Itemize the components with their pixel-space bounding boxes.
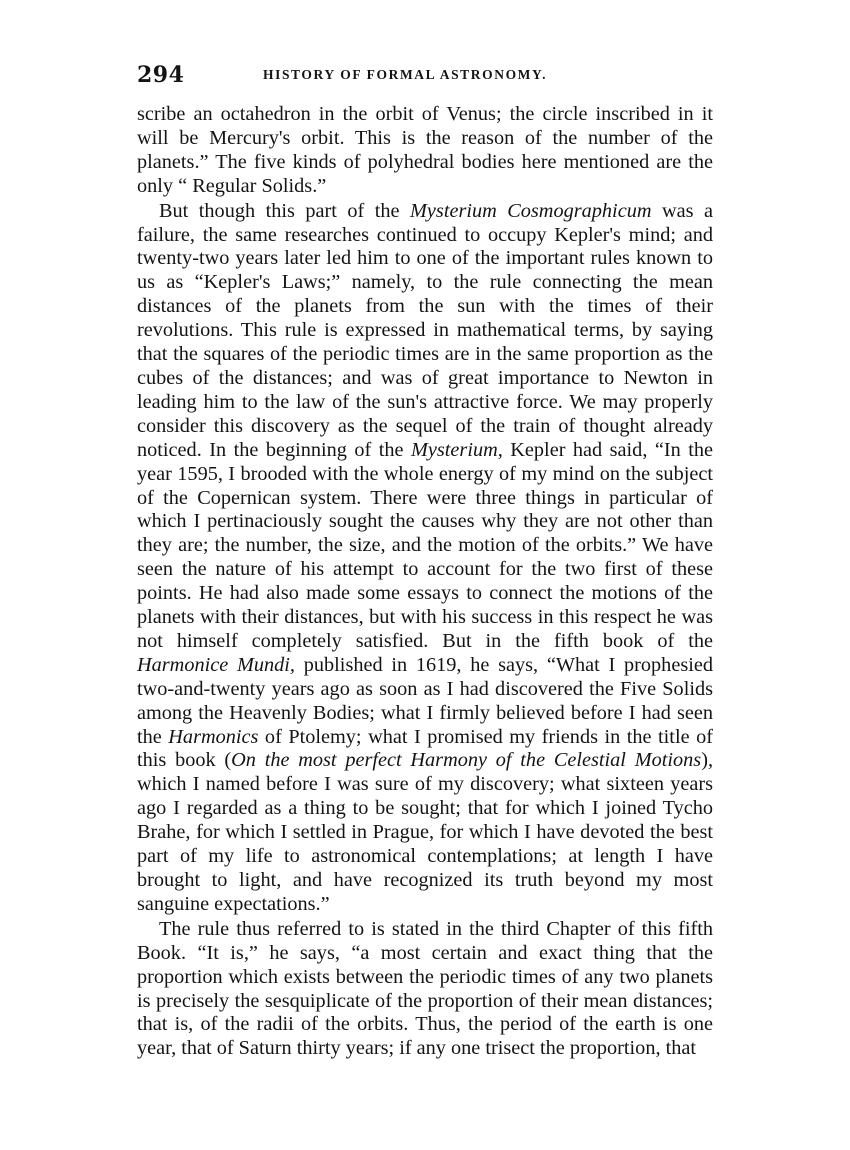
paragraph-text: published in 1619, he says, “What I prophesied two-and-twenty years ago as soon as I had discovered the Five Solids among the Heavenly Bodies; what I firmly believed before I had seen the (137, 653, 713, 748)
italic-title-text: Mysterium, (411, 438, 503, 461)
paragraph-2 (137, 200, 713, 917)
italic-title-text: Harmonics (168, 725, 259, 748)
paragraph-text: But though this part of the (159, 199, 411, 222)
paragraph-3 (137, 918, 713, 1061)
paragraph-text: ), which I named before I was sure of my discovery; what sixteen years ago I regarded as a thing to be sought; that for which I joined Tycho Brahe, for which I settled in Prague, for which I have devoted the best part of my life to astronomical contemplations; at length I have brought to light, and have recognized its truth beyond my most sanguine expectations.” (137, 749, 714, 915)
italic-title-text: On the most perfect Harmony of the Celestial Motions (231, 749, 702, 772)
page-number: 294 (137, 62, 185, 88)
body-text (137, 103, 713, 1061)
paragraph-text: Kepler had said, “In the year 1595, I brooded with the whole energy of my mind on the subject of the Copernican system. There were three things in particular of which I pertinaciously sought the causes why they are not other than they are; the number, the size, and the motion of the orbits.” We have seen the nature of his attempt to account for the two first of these points. He had also made some essays to connect the motions of the planets with their distances, but with his success in this respect he was not himself completely satisfied. But in the fifth book of the (137, 438, 713, 652)
paragraph-1 (137, 103, 713, 199)
running-head: HISTORY OF FORMAL ASTRONOMY. (263, 67, 548, 82)
paragraph-text: The rule thus referred to is stated in the third Chapter of this fifth Book. “It is,” he says, “a most certain and exact thing that the proportion which exists between the periodic times of any two planets is precisely the sesquiplicate of the proportion of their mean distances; that is, of the radii of the orbits. Thus, the period of the earth is one year, that of Saturn thirty years; if any one trisect the proportion, that (137, 917, 713, 1060)
italic-title-text: Mysterium Cosmographicum (410, 199, 652, 222)
paragraph-text: of Ptolemy; what I promised my friends in the title of this book ( (137, 725, 713, 772)
paragraph-text: was a failure, the same researches continued to occupy Kepler's mind; and twenty-two years later led him to one of the important rules known to us as “Kepler's Laws;” namely, to the rule connecting the mean distances of the planets from the sun with the times of their revolutions. This rule is expressed in mathematical terms, by saying that the squares of the periodic times are in the same proportion as the cubes of the distances; and was of great importance to Newton in leading him to the law of the sun's attractive force. We may properly consider this discovery as the sequel of the train of thought already noticed. In the beginning of the (137, 199, 713, 461)
paragraph-text: scribe an octahedron in the orbit of Venus; the circle inscribed in it will be Mercury's orbit. This is the reason of the number of the planets.” The five kinds of polyhedral bodies here mentioned are the only “ Regular Solids.” (137, 103, 713, 197)
page-header (137, 62, 715, 92)
italic-title-text: Harmonice Mundi, (137, 653, 296, 676)
